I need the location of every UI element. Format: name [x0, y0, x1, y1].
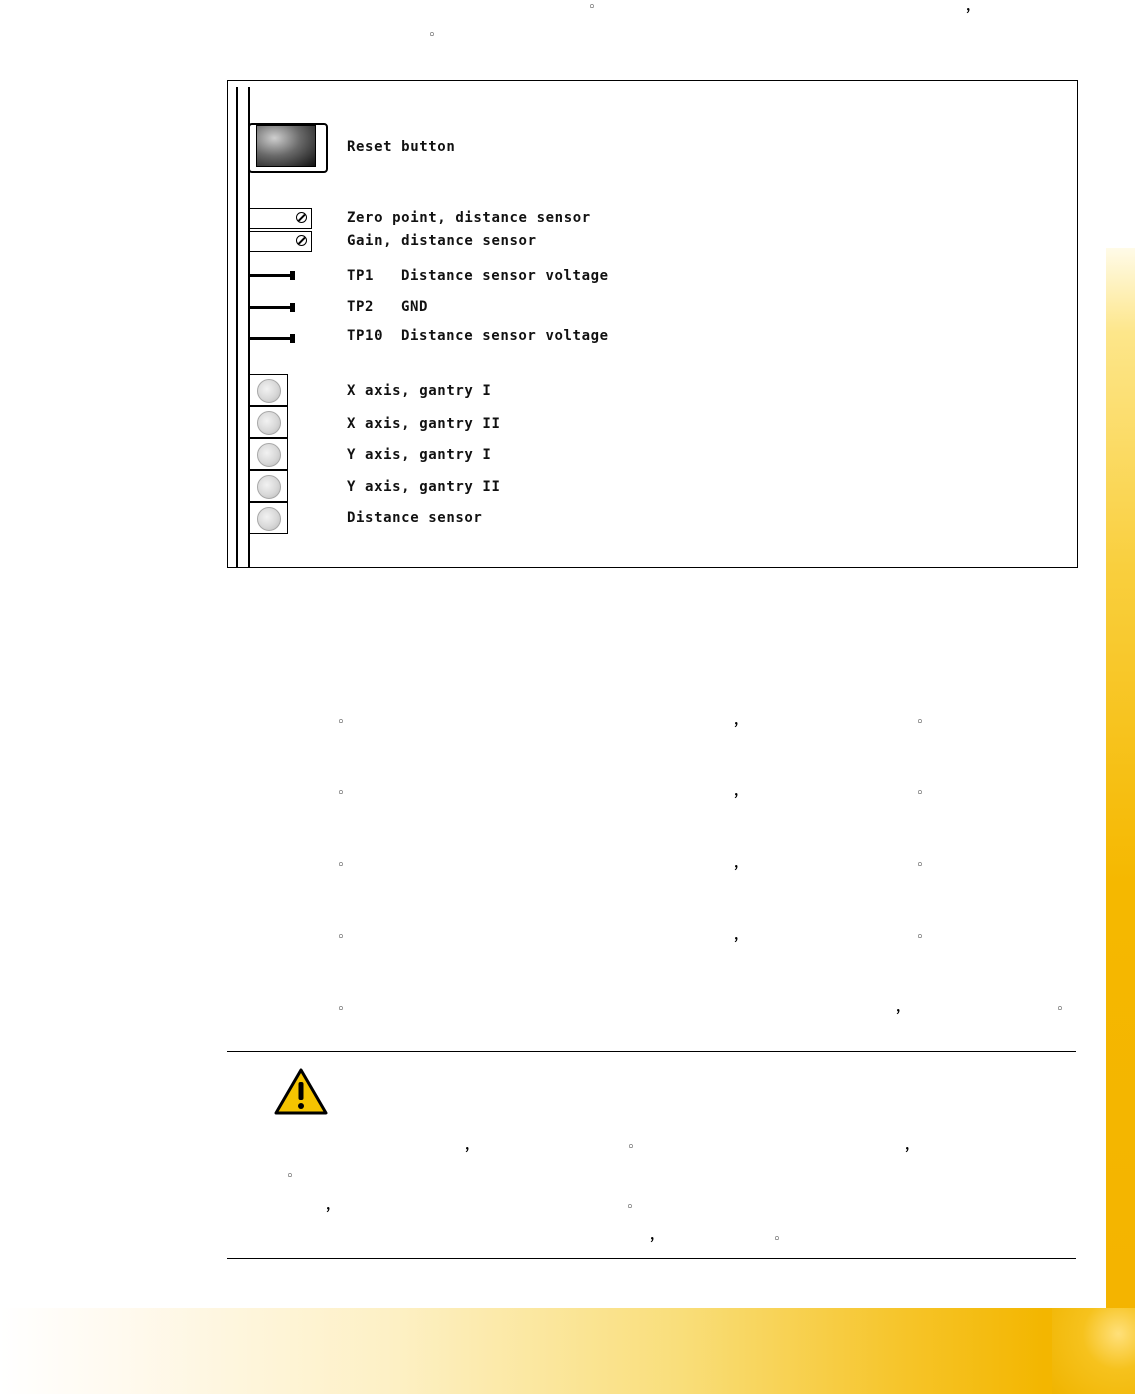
list-item-2-period-2: ◦: [916, 786, 924, 801]
list-item-2-period: ◦: [337, 786, 345, 801]
gain-pot: [249, 231, 312, 252]
tp2-desc: GND: [401, 299, 429, 315]
led-icon: [257, 379, 281, 403]
led-distance-sensor: [249, 502, 288, 534]
control-board-diagram: [227, 80, 1078, 568]
list-item-4-period: ◦: [337, 930, 345, 945]
zero-point-label: Zero point, distance sensor: [347, 210, 591, 226]
warning-line-4-comma: ，: [650, 1227, 664, 1243]
warning-top-rule: [227, 1051, 1076, 1052]
tp10-wire: [249, 337, 293, 340]
led-label-y-gantry-2: Y axis, gantry II: [347, 479, 501, 495]
warning-line-1-comma: ，: [465, 1137, 479, 1153]
led-y-gantry-2: [249, 470, 288, 502]
right-gold-band: [1106, 248, 1135, 1308]
tp10-id: TP10: [347, 328, 384, 344]
screw-icon: [296, 212, 307, 223]
warning-line-2-period: ◦: [286, 1169, 294, 1184]
top-comma-mark: ，: [966, 0, 980, 14]
list-item-1-comma: ，: [734, 712, 748, 728]
top-period-mark: ◦: [588, 0, 596, 15]
list-item-4-period-2: ◦: [916, 930, 924, 945]
warning-line-3-comma: ，: [326, 1197, 340, 1213]
top-period-mark-2: ◦: [428, 28, 436, 43]
list-item-3-period: ◦: [337, 858, 345, 873]
led-label-y-gantry-1: Y axis, gantry I: [347, 447, 492, 463]
list-item-4-comma: ，: [734, 927, 748, 943]
bottom-corner-gold-block: [1052, 1308, 1135, 1394]
warning-triangle-icon: [274, 1068, 328, 1115]
reset-button-label: Reset button: [347, 139, 456, 155]
list-item-3-period-2: ◦: [916, 858, 924, 873]
board-edge-line: [236, 87, 238, 567]
screw-icon: [296, 235, 307, 246]
warning-line-3-period: ◦: [626, 1200, 634, 1215]
list-item-1-period: ◦: [337, 715, 345, 730]
tp1-wire: [249, 274, 293, 277]
led-icon: [257, 507, 281, 531]
zero-point-pot: [249, 208, 312, 229]
tp10-desc: Distance sensor voltage: [401, 328, 609, 344]
gain-label: Gain, distance sensor: [347, 233, 537, 249]
warning-line-4-period: ◦: [773, 1232, 781, 1247]
list-item-2-comma: ，: [734, 783, 748, 799]
list-item-5-period-2: ◦: [1056, 1002, 1064, 1017]
warning-bottom-rule: [227, 1258, 1076, 1259]
list-item-1-period-2: ◦: [916, 715, 924, 730]
list-item-5-comma: ，: [896, 999, 910, 1015]
tp2-id: TP2: [347, 299, 375, 315]
led-x-gantry-2: [249, 406, 288, 438]
tp1-id: TP1: [347, 268, 375, 284]
led-x-gantry-1: [249, 374, 288, 406]
led-label-distance-sensor: Distance sensor: [347, 510, 483, 526]
tp1-desc: Distance sensor voltage: [401, 268, 609, 284]
list-item-3-comma: ，: [734, 855, 748, 871]
tp2-wire: [249, 306, 293, 309]
led-icon: [257, 443, 281, 467]
warning-line-1-comma-2: ，: [905, 1137, 919, 1153]
list-item-5-period: ◦: [337, 1002, 345, 1017]
led-icon: [257, 411, 281, 435]
reset-button-icon: [256, 125, 316, 167]
led-icon: [257, 475, 281, 499]
led-label-x-gantry-2: X axis, gantry II: [347, 416, 501, 432]
led-label-x-gantry-1: X axis, gantry I: [347, 383, 492, 399]
bottom-gold-band: [0, 1308, 1135, 1394]
led-y-gantry-1: [249, 438, 288, 470]
warning-line-1-period: ◦: [627, 1140, 635, 1155]
